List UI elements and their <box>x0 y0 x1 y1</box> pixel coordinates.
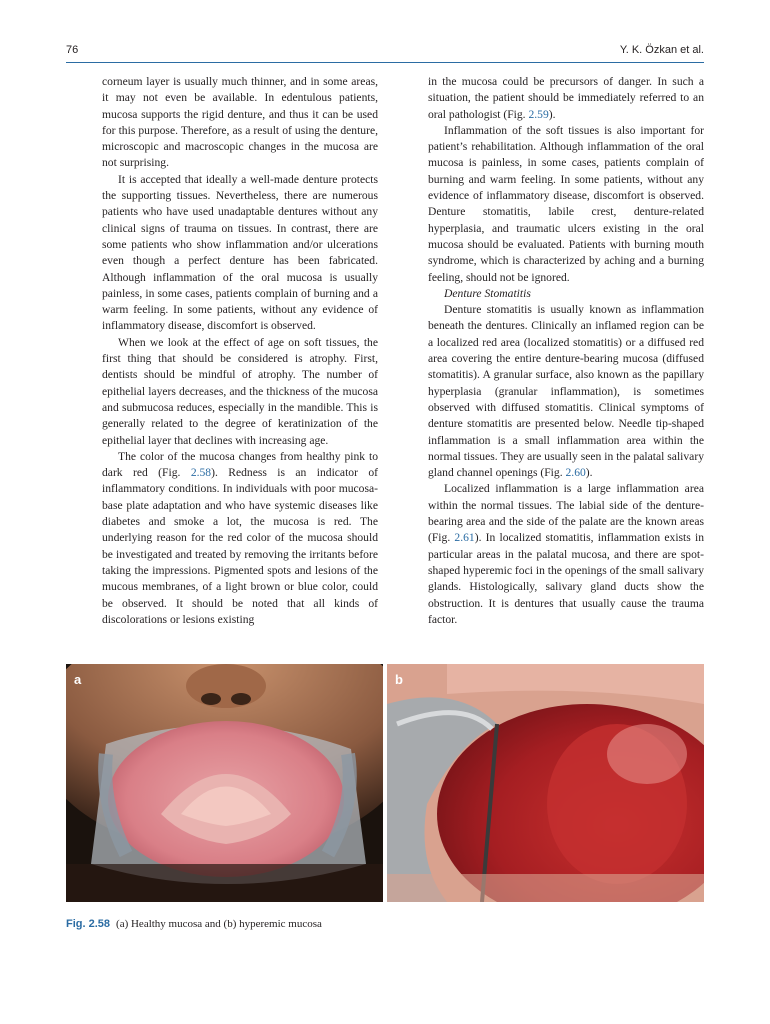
left-column <box>102 74 378 628</box>
hyperemic-mucosa-photo <box>387 664 704 902</box>
figure-reference-link[interactable]: 2.58 <box>190 466 212 480</box>
header-rule <box>66 62 704 63</box>
right-column <box>428 74 704 628</box>
page-number: 76 <box>66 44 79 56</box>
running-head-authors: Y. K. Özkan et al. <box>619 44 704 56</box>
panel-label-b: b <box>395 672 403 687</box>
figure-reference-link[interactable]: 2.60 <box>565 466 586 480</box>
paragraph: corneum layer is usually much thinner, and in some areas, it may not even be available. In edentulous patients, mucosa supports the rigid denture, and thus it can be used for this purpose. Therefore, as a result of using the denture, microscopic and macroscopic changes in the mucosa are not surprising. <box>102 75 378 170</box>
section-subheading: Denture Stomatitis <box>444 286 531 300</box>
figure-panel-b <box>387 664 704 902</box>
figure-number: Fig. 2.58 <box>66 918 111 930</box>
paragraph: Inflammation of the soft tissues is also important for patient’s rehabilitation. Although inflammation of the oral mucosa is painless, in some cases, patients complain of burning and warm feeling. In some patients, without any evidence of inflammatory disease, discomfort is observed. Denture stomatitis, labile crest, denture-related hyperplasia, and traumatic ulcers existing in the oral mucosa should be evaluated. Patients with burning mouth syndrome, which is characterized by aching and a burning feeling, should not be ignored. <box>428 123 704 284</box>
text-run: Denture stomatitis is usually known as inflammation beneath the dentures. Clinically an inflamed region can be a localized red area (localized stomatitis) or a diffused red area covering the entire denture-bearing mucosa (diffused stomatitis). A granular surface, also known as the papillary hyperplasia (granular inflammation), is sometimes observed with diffused stomatitis. Clinical symptoms of denture stomatitis are presented below. Needle tip-shaped inflammation is a small inflammation area within the normal tissues. They are usually seen in the palatal salivary gland channel openings (Fig. <box>428 303 704 480</box>
text-run: The color of the mucosa changes from healthy pink to dark red (Fig. <box>102 449 378 480</box>
healthy-mucosa-photo <box>66 664 383 902</box>
figure-reference-link[interactable]: 2.59 <box>528 107 549 121</box>
text-run: ). In localized stomatitis, inflammation exists in particular areas in the palatal mucosa, and there are spot-shaped hyperemic foci in the openings of the small salivary glands. Histologically, salivary gland ducts show the obstruction. It is dentures that usually cause the trauma factor. <box>428 531 704 626</box>
paragraph <box>428 481 704 628</box>
paragraph: When we look at the effect of age on soft tissues, the first thing that should be considered is atrophy. First, dentists should be mindful of atrophy. The number of epithelial layers decreases, and the thickness of the mucosa and submucosa reduces, especially in the mandible. This is generally related to the degree of keratinization of the epithelial layer that declines with increasing age. <box>102 335 378 447</box>
panel-label-a: a <box>74 672 82 687</box>
text-run: Localized inflammation is a large inflammation area within the normal tissues. The labial side of the denture-bearing area and the side of the palate are the known areas (Fig. <box>428 482 704 545</box>
paragraph <box>428 302 704 481</box>
caption-text: (a) Healthy mucosa and (b) hyperemic mucosa <box>116 918 322 930</box>
text-run: ). <box>548 107 556 121</box>
text-run: in the mucosa could be precursors of danger. In such a situation, the patient should be immediately referred to an oral pathologist (Fig. <box>428 75 704 121</box>
figure-panel-a <box>66 664 383 902</box>
paragraph <box>102 449 378 628</box>
running-header <box>66 44 704 60</box>
paragraph: It is accepted that ideally a well-made denture protects the supporting tissues. Nevertheless, there are numerous patients who have used unadaptable dentures without any clinical signs of trauma on tissues. In contrast, there are some patients who show inflammation and/or ulcerations even though a perfect denture has been fabricated. Although inflammation of the oral mucosa is usually painless, in some cases, patients complain of burning and a warm feeling. In some patients, without any evidence of inflammatory disease, discomfort is observed. <box>102 172 378 333</box>
text-run: ). <box>585 466 593 480</box>
figure-reference-link[interactable]: 2.61 <box>454 531 475 545</box>
paragraph <box>428 74 704 123</box>
figure-caption <box>66 917 706 931</box>
text-run: ). Redness is an indicator of inflammatory conditions. In individuals with poor mucosa-base plate adaptation and who have systemic diseases like diabetes and smoke a lot, the mucosa is red. The underlying reason for the red color of the mucosa should be investigated and treated by removing the irritants before taking the impressions. Pigmented spots and lesions of the mucous membranes, of a light brown or blue color, could be observed. It should be noted that all kinds of discolorations or lesions existing <box>102 466 379 626</box>
